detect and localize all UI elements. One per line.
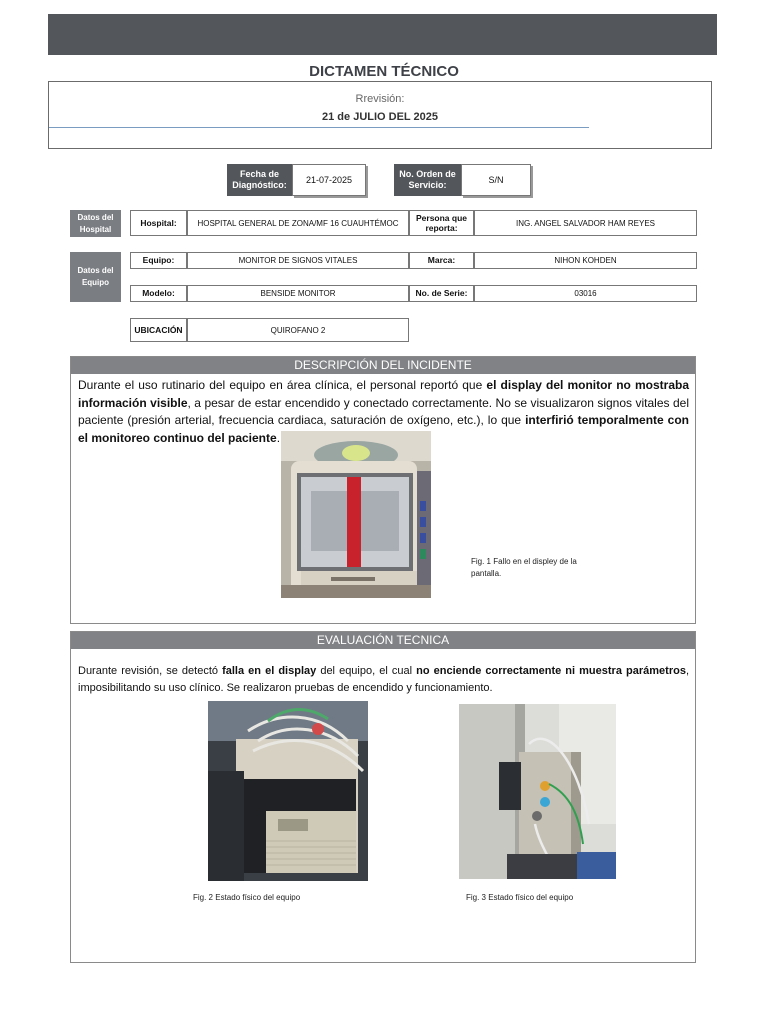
diagnosis-date-value: 21-07-2025 — [292, 164, 366, 196]
revision-label: Rrevisión: — [355, 93, 405, 105]
reporter-label: Persona que reporta: — [409, 210, 474, 236]
revision-underline — [49, 127, 589, 128]
serie-value: 03016 — [474, 285, 697, 302]
equipo-label: Equipo: — [130, 252, 187, 269]
marca-label: Marca: — [409, 252, 474, 269]
fig1-monitor-photo — [281, 431, 431, 598]
fig2-equipment-back-photo — [208, 701, 368, 881]
document-title: DICTAMEN TÉCNICO — [309, 63, 459, 80]
hospital-label: Hospital: — [130, 210, 187, 236]
fig1-caption: Fig. 1 Fallo en el displey de la pantalla. — [471, 557, 577, 578]
incident-text-emphasis: interfirió temporalmente con el monitoreo continuo del paciente — [78, 413, 689, 445]
revision-date: 21 de JULIO DEL 2025 — [322, 111, 438, 123]
revision-box — [48, 81, 712, 149]
marca-value: NIHON KOHDEN — [474, 252, 697, 269]
service-order-value: S/N — [461, 164, 531, 196]
fig3-equipment-side-photo — [459, 704, 616, 879]
equipment-data-side-label: Datos del Equipo — [70, 252, 121, 302]
modelo-label: Modelo: — [130, 285, 187, 302]
modelo-value: BENSIDE MONITOR — [187, 285, 409, 302]
equipo-value: MONITOR DE SIGNOS VITALES — [187, 252, 409, 269]
service-order-label: No. Orden de Servicio: — [394, 164, 461, 196]
evaluation-text-emphasis: falla en el display — [222, 665, 317, 677]
evaluation-description — [71, 649, 695, 697]
ubicacion-label: UBICACIÓN — [130, 318, 187, 342]
fig2-caption: Fig. 2 Estado físico del equipo — [193, 893, 301, 902]
evaluation-section-title: EVALUACIÓN TECNICA — [71, 632, 695, 649]
diagnosis-date-label: Fecha de Diagnóstico: — [227, 164, 292, 196]
incident-text-part: Durante el uso rutinario del equipo en área clínica, el personal reportó que — [78, 378, 487, 392]
ubicacion-value: QUIROFANO 2 — [187, 318, 409, 342]
reporter-value: ING. ANGEL SALVADOR HAM REYES — [474, 210, 697, 236]
fig3-caption: Fig. 3 Estado físico del equipo — [466, 893, 574, 902]
hospital-data-side-label: Datos del Hospital — [70, 210, 121, 237]
incident-text-part: , a pesar de estar encendido y conectado correctamente. No se visualizaron signos vitales del paciente (presión arterial, frecuencia cardiaca, saturación de oxígeno, etc.), lo que — [78, 395, 689, 427]
incident-section-title: DESCRIPCIÓN DEL INCIDENTE — [71, 357, 695, 374]
evaluation-text-emphasis: no enciende correctamente ni muestra parámetros — [416, 665, 686, 677]
incident-text-part: . — [276, 430, 281, 445]
evaluation-text-part: Durante revisión, se detectó — [78, 665, 223, 677]
incident-text-emphasis: el display del monitor no mostraba información visible — [78, 378, 690, 410]
serie-label: No. de Serie: — [409, 285, 474, 302]
evaluation-text-part: del equipo, el cual — [316, 665, 417, 677]
document-header-bar — [48, 14, 717, 55]
hospital-value: HOSPITAL GENERAL DE ZONA/MF 16 CUAUHTÉMOC — [187, 210, 409, 236]
evaluation-text-part: , imposibilitando su uso clínico. Se realizaron pruebas de encendido y funcionamiento. — [78, 665, 689, 694]
